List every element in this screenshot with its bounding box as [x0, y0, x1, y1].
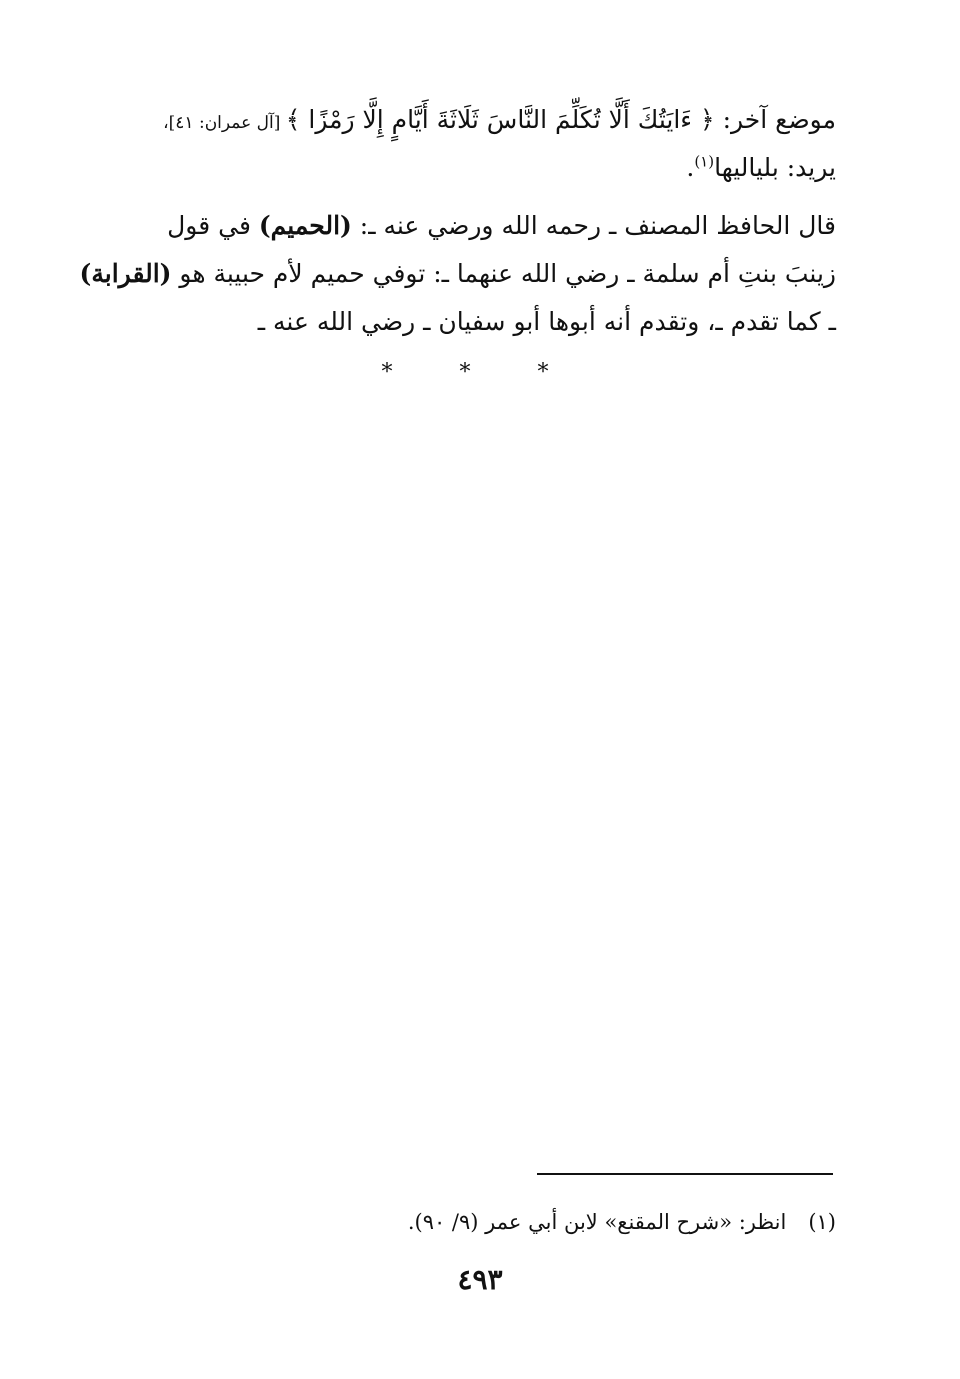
paragraph-line [79, 250, 836, 298]
paragraph-verse [118, 96, 836, 192]
explanation-text: يريد: بلياليها [714, 153, 836, 182]
footnote-number: (١) [808, 1210, 836, 1234]
commentary-text: قال الحافظ المصنف ـ رحمه الله ورضي عنه ـ: [351, 211, 836, 240]
paragraph-line [118, 202, 836, 250]
paragraph-line [118, 298, 836, 346]
footnote [118, 1205, 836, 1239]
page-number: ٤٩٣ [457, 1263, 503, 1296]
footnote-divider [537, 1173, 833, 1175]
paragraph-line [118, 96, 836, 144]
footnote-marker: (١) [694, 152, 715, 171]
term-bold: (القرابة) [79, 259, 172, 288]
line-end: . [686, 153, 695, 182]
quran-verse: ﴿ ءَايَتُكَ أَلَّا تُكَلِّمَ النَّاسَ ثَلَاثَةَ أَيَّامٍ إِلَّا رَمْزًا ﴾ [285, 105, 715, 134]
term-bold: (الحميم) [258, 211, 352, 240]
commentary-text: زينبَ بنتِ أم سلمة ـ رضي الله عنهما ـ: توفي حميم لأم حبيبة هو [171, 259, 836, 288]
commentary-text: ـ كما تقدم ـ، وتقدم أنه أبوها أبو سفيان ـ رضي الله عنه ـ [257, 307, 836, 336]
verse-citation: [آل عمران: ٤١]، [163, 113, 286, 133]
section-separator: * * * [381, 360, 579, 385]
paragraph-line [118, 144, 836, 192]
lead-text: موضع آخر: [714, 105, 836, 134]
commentary-text: في قول [167, 211, 259, 240]
footnote-text: انظر: «شرح المقنع» لابن أبي عمر (٩/ ٩٠). [407, 1210, 787, 1234]
paragraph-commentary [79, 202, 836, 346]
